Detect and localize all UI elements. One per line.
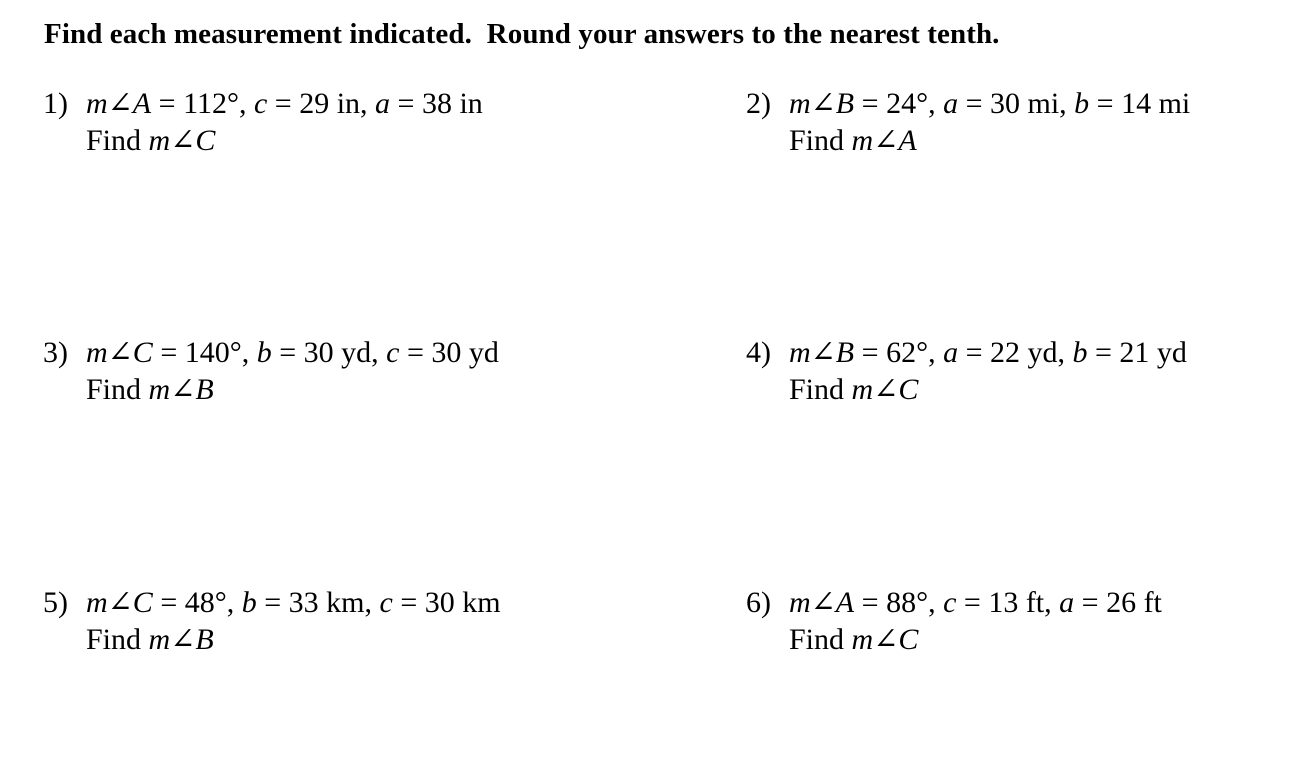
find-label: Find (86, 373, 149, 406)
given-relation: = (956, 586, 989, 619)
problem-find-line (43, 371, 499, 408)
problem-5 (43, 584, 501, 658)
given-separator: , (360, 87, 376, 120)
given-variable: a (375, 87, 391, 120)
find-label: Find (789, 623, 852, 656)
instructions-heading: Find each measurement indicated. Round your answers to the nearest tenth. (44, 18, 1000, 50)
find-target: m∠C (851, 623, 919, 656)
given-variable: b (256, 336, 272, 369)
given-value: 88° (886, 586, 929, 619)
given-variable: c (943, 586, 957, 619)
problem-4 (746, 334, 1187, 408)
given-separator: , (226, 586, 242, 619)
problem-given-line (746, 85, 1190, 122)
given-separator: , (241, 336, 257, 369)
given-relation: = (1074, 586, 1107, 619)
given-variable: m∠B (789, 336, 855, 369)
given-variable: c (379, 586, 393, 619)
problem-number: 6) (746, 586, 771, 619)
find-target: m∠B (148, 623, 214, 656)
given-separator: , (928, 87, 944, 120)
given-value: 30 yd (303, 336, 372, 369)
problem-number: 1) (43, 87, 68, 120)
given-relation: = (256, 586, 289, 619)
problem-given-line (746, 334, 1187, 371)
find-label: Find (789, 124, 852, 157)
given-value: 21 yd (1119, 336, 1187, 369)
find-target: m∠A (851, 124, 917, 157)
problem-find-line (43, 122, 483, 159)
given-value: 30 yd (431, 336, 499, 369)
given-value: 112° (183, 87, 239, 120)
problem-find-line (746, 122, 1190, 159)
given-value: 48° (184, 586, 227, 619)
given-variable: m∠A (789, 586, 855, 619)
given-relation: = (151, 87, 184, 120)
problem-number: 5) (43, 586, 68, 619)
given-relation: = (958, 87, 990, 120)
given-variable: c (253, 87, 268, 120)
find-target: m∠B (148, 373, 214, 406)
given-relation: = (267, 87, 300, 120)
problem-1 (43, 85, 483, 159)
find-target: m∠C (148, 124, 216, 157)
given-variable: c (386, 336, 400, 369)
given-separator: , (1044, 586, 1060, 619)
given-value: 29 in (299, 87, 361, 120)
given-variable: a (943, 87, 959, 120)
given-relation: = (152, 336, 185, 369)
problem-given-line (43, 584, 501, 621)
problem-given-line (43, 334, 499, 371)
given-separator: , (1057, 336, 1073, 369)
given-separator: , (364, 586, 380, 619)
given-relation: = (958, 336, 990, 369)
given-value: 62° (886, 336, 929, 369)
given-variable: m∠C (86, 586, 153, 619)
problem-find-line (746, 371, 1187, 408)
given-relation: = (854, 586, 887, 619)
problem-6 (746, 584, 1162, 658)
given-value: 22 yd (989, 336, 1058, 369)
problem-2 (746, 85, 1190, 159)
find-label: Find (86, 124, 149, 157)
problem-number: 4) (746, 336, 771, 369)
given-variable: b (1074, 87, 1090, 120)
problem-number: 2) (746, 87, 771, 120)
given-separator: , (1059, 87, 1075, 120)
given-value: 140° (184, 336, 242, 369)
given-separator: , (928, 336, 944, 369)
given-variable: b (241, 586, 257, 619)
given-variable: m∠B (789, 87, 855, 120)
given-variable: m∠A (86, 87, 152, 120)
problem-number: 3) (43, 336, 68, 369)
given-relation: = (854, 336, 887, 369)
given-variable: m∠C (86, 336, 153, 369)
problem-find-line (43, 621, 501, 658)
given-value: 30 mi (989, 87, 1060, 120)
given-value: 33 km (288, 586, 365, 619)
given-value: 30 km (424, 586, 501, 619)
given-variable: b (1072, 336, 1088, 369)
given-relation: = (152, 586, 185, 619)
problem-find-line (746, 621, 1162, 658)
given-relation: = (392, 586, 425, 619)
given-relation: = (399, 336, 432, 369)
find-label: Find (86, 623, 149, 656)
given-relation: = (271, 336, 304, 369)
find-target: m∠C (851, 373, 919, 406)
given-value: 14 mi (1121, 87, 1191, 120)
given-value: 24° (886, 87, 929, 120)
given-relation: = (390, 87, 422, 120)
problem-given-line (43, 85, 483, 122)
given-separator: , (238, 87, 254, 120)
problem-given-line (746, 584, 1162, 621)
given-variable: a (943, 336, 959, 369)
given-value: 13 ft (988, 586, 1045, 619)
given-relation: = (854, 87, 887, 120)
given-relation: = (1089, 87, 1122, 120)
given-variable: a (1059, 586, 1075, 619)
given-separator: , (928, 586, 944, 619)
given-value: 26 ft (1106, 586, 1162, 619)
problem-3 (43, 334, 499, 408)
given-separator: , (371, 336, 387, 369)
given-relation: = (1087, 336, 1120, 369)
find-label: Find (789, 373, 852, 406)
given-value: 38 in (421, 87, 483, 120)
